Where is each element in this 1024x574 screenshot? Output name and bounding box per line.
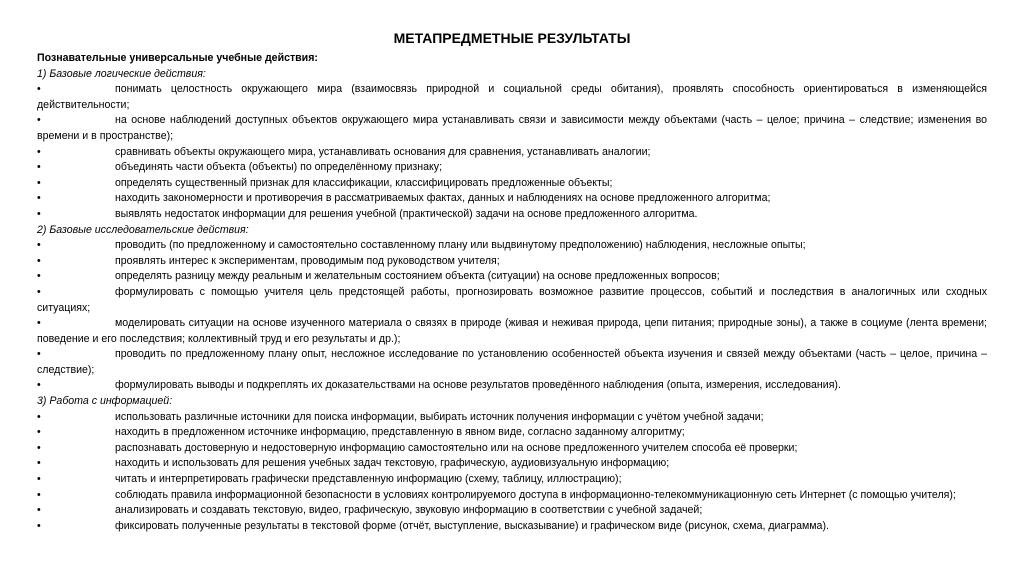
bullet-icon: • [37, 192, 41, 205]
list-item-text: объединять части объекта (объекты) по определённому признаку; [115, 161, 443, 174]
bullet-icon: • [37, 83, 41, 96]
bullet-icon: • [37, 504, 41, 517]
list-item [37, 113, 987, 144]
list-item-text: находить закономерности и противоречия в рассматриваемых фактах, данных и наблюдениях на основе предложенного алгоритма; [115, 192, 771, 205]
list-item-text: проявлять интерес к экспериментам, проводимым под руководством учителя; [115, 254, 500, 267]
list-item [37, 519, 987, 535]
bullet-icon: • [37, 426, 41, 439]
list-item-text: моделировать ситуации на основе изученного материала о связях в природе (живая и неживая природа, цепи питания; природные зоны), а также в социуме (лента времени; поведение и его последствия; коллективный труд и его результаты и др.); [37, 317, 987, 345]
bullet-icon: • [37, 114, 41, 127]
list-item [37, 285, 987, 316]
list-item [37, 347, 987, 378]
bullet-icon: • [37, 488, 41, 501]
list-item [37, 488, 987, 504]
list-item [37, 269, 987, 285]
document-body [37, 51, 987, 534]
list-item-text: понимать целостность окружающего мира (взаимосвязь природной и социальной среды обитания), проявлять способность ориентироваться в изменяющейся действительности; [37, 83, 987, 111]
list-item-text: формулировать с помощью учителя цель предстоящей работы, прогнозировать возможное развитие процессов, событий и последствия в аналогичных или сходных ситуациях; [37, 285, 987, 314]
section-title: 3) Работа с информацией: [37, 395, 173, 408]
section-title: 2) Базовые исследовательские действия: [37, 223, 249, 236]
list-item [37, 160, 987, 176]
bullet-icon: • [37, 457, 41, 470]
list-item [37, 378, 987, 394]
list-item-text: фиксировать полученные результаты в текстовой форме (отчёт, выступление, высказывание) и графическом виде (рисунок, схема, диаграмма). [115, 519, 829, 532]
bullet-icon: • [37, 441, 41, 454]
bullet-icon: • [37, 379, 41, 392]
list-item [37, 207, 987, 223]
list-item [37, 425, 987, 441]
list-item-text: проводить (по предложенному и самостоятельно составленному плану или выдвинутому предположению) наблюдения, несложные опыты; [115, 239, 806, 252]
list-item-text: определять существенный признак для классификации, классифицировать предложенные объекты; [115, 176, 613, 189]
list-item-text: находить и использовать для решения учебных задач текстовую, графическую, аудиовизуальную информацию; [115, 457, 670, 470]
bullet-icon: • [37, 519, 41, 532]
list-item [37, 238, 987, 254]
bullet-icon: • [37, 239, 41, 252]
list-item-text: определять разницу между реальным и желательным состоянием объекта (ситуации) на основе предложенных вопросов; [115, 270, 720, 283]
list-item-text: формулировать выводы и подкреплять их доказательствами на основе результатов проведённого наблюдения (опыта, измерения, исследования). [115, 379, 841, 392]
bullet-icon: • [37, 176, 41, 189]
list-item-text: находить в предложенном источнике информацию, представленную в явном виде, согласно заданному алгоритму; [115, 426, 685, 439]
list-item-text: использовать различные источники для поиска информации, выбирать источник получения информации с учётом учебной задачи; [115, 410, 764, 423]
bullet-icon: • [37, 145, 41, 158]
list-item [37, 472, 987, 488]
list-item [37, 503, 987, 519]
list-item-text: анализировать и создавать текстовую, видео, графическую, звуковую информацию в соответствии с учебной задачей; [115, 504, 703, 517]
bullet-icon: • [37, 317, 41, 330]
bullet-icon: • [37, 161, 41, 174]
bullet-icon: • [37, 348, 41, 361]
list-item-text: распознавать достоверную и недостоверную информацию самостоятельно или на основе предложенного учителем способа её проверки; [115, 441, 798, 454]
list-item [37, 82, 987, 113]
list-item-text: выявлять недостаток информации для решения учебной (практической) задачи на основе предложенного алгоритма. [115, 207, 698, 220]
section-title: 1) Базовые логические действия: [37, 67, 206, 80]
bullet-icon: • [37, 270, 41, 283]
list-item [37, 456, 987, 472]
document-heading: Познавательные универсальные учебные действия: [37, 52, 318, 64]
list-item-text: проводить по предложенному плану опыт, несложное исследование по установлению особенностей объекта изучения и связей между объектами (часть – целое, причина – следствие); [37, 348, 987, 376]
list-item-text: читать и интерпретировать графически представленную информацию (схему, таблицу, иллюстрацию); [115, 473, 622, 486]
bullet-icon: • [37, 207, 41, 220]
list-item [37, 191, 987, 207]
list-item-text: соблюдать правила информационной безопасности в условиях контролируемого доступа в информационно-телекоммуникационную сеть Интернет (с помощью учителя); [115, 488, 956, 501]
list-item [37, 441, 987, 457]
list-item [37, 410, 987, 426]
bullet-icon: • [37, 285, 41, 298]
list-item [37, 254, 987, 270]
page-title: МЕТАПРЕДМЕТНЫЕ РЕЗУЛЬТАТЫ [393, 30, 631, 46]
bullet-icon: • [37, 410, 41, 423]
list-item [37, 316, 987, 347]
bullet-icon: • [37, 473, 41, 486]
list-item [37, 176, 987, 192]
list-item-text: сравнивать объекты окружающего мира, устанавливать основания для сравнения, устанавливать аналогии; [115, 145, 651, 158]
bullet-icon: • [37, 254, 41, 267]
list-item-text: на основе наблюдений доступных объектов окружающего мира устанавливать связи и зависимости между объектами (часть – целое; причина – следствие; изменения во времени и в пространстве); [37, 114, 987, 142]
list-item [37, 145, 987, 161]
